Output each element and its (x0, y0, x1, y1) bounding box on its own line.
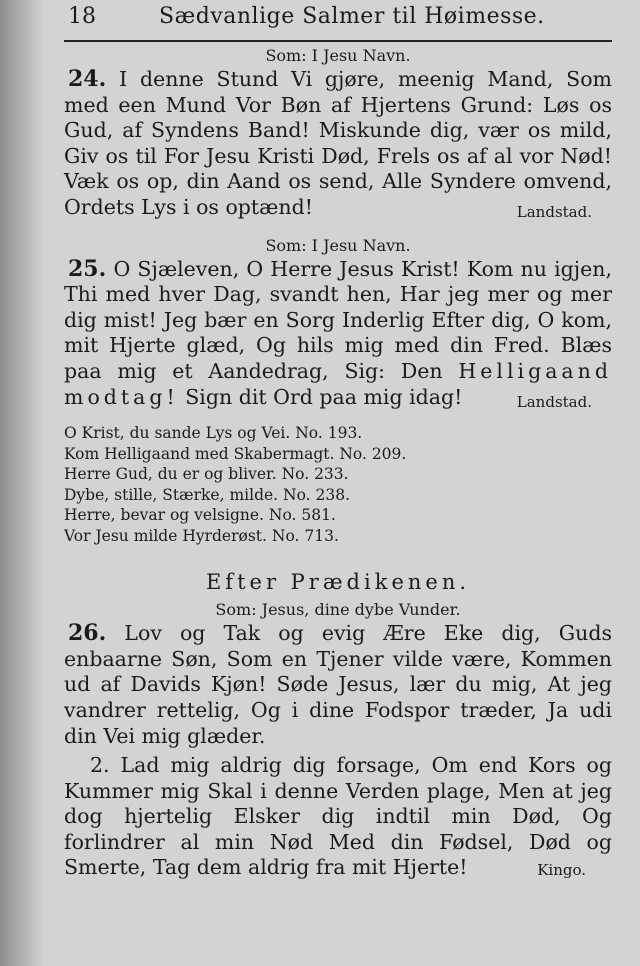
hymn-25-spaced-text: Helligaand modtag! (64, 358, 612, 409)
hymn-25-text: O Sjæleven, O Herre Jesus Krist! Kom nu igjen, Thi med hver Dag, svandt hen, Har jeg mer og mer dig mist! Jeg bær en Sorg Inderlig Efter dig, O kom, mit Hjerte glæd, Og hils mig med din Fred. Blæs paa mig et Aandedrag, Sig: Den (64, 256, 612, 383)
hymn-26-verse-1 (64, 621, 612, 749)
hymn-24-melody: Som: I Jesu Navn. (265, 46, 411, 65)
hymn-25 (64, 257, 612, 411)
hymn-25-number: 25. (68, 255, 107, 282)
reference-item: Herre, bevar og velsigne. No. 581. (64, 506, 336, 525)
hymn-25-text-end: Sign dit Ord paa mig idag! (185, 384, 463, 409)
running-head: Sædvanlige Salmer til Høimesse. (159, 4, 545, 29)
page-number: 18 (68, 4, 96, 29)
hymn-24-text: I denne Stund Vi gjøre, meenig Mand, Som med een Mund Vor Bøn af Hjertens Grund: Løs os Gud, af Syndens Band! Miskunde dig, vær os mild, Giv os til For Jesu Kristi Død, Frels os af al vor Nød! Væk os op, din Aand os send, Alle Syndere omvend, Ordets Lys i os optænd! (64, 67, 612, 219)
hymn-25-melody: Som: I Jesu Navn. (265, 235, 411, 255)
hymn-26-author: Kingo. (537, 861, 586, 880)
hymn-26-verse-2-text: 2. Lad mig aldrig dig forsage, Om end Kors og Kummer mig Skal i denne Verden plage, Men at jeg dog hjertelig Elsker dig indtil min Død, Og forlindrer al min Nød Med din Fødsel, Død og Smerte, Tag dem aldrig fra mit Hjerte! (64, 753, 612, 880)
page-header (64, 0, 612, 42)
hymn-24 (64, 67, 612, 221)
hymn-26-verse-2 (64, 753, 612, 881)
section-title: Efter Prædikenen. (205, 570, 471, 595)
hymn-26-verse-1-text: Lov og Tak og evig Ære Eke dig, Guds enbaarne Søn, Som en Tjener vilde være, Kommen ud af Davids Kjøn! Søde Jesus, lær du mig, At jeg vandrer rettelig, Og i dine Fodspor træder, Ja udi din Vei mig glæder. (64, 621, 612, 748)
reference-item: Herre Gud, du er og bliver. No. 233. (64, 465, 349, 484)
hymn-references (64, 423, 612, 546)
page-gutter-shadow (0, 0, 42, 966)
hymn-26-melody: Som: Jesus, dine dybe Vunder. (215, 600, 461, 620)
reference-item: O Krist, du sande Lys og Vei. No. 193. (64, 424, 363, 443)
hymn-26-number: 26. (68, 620, 107, 647)
reference-item: Vor Jesu milde Hyrderøst. No. 713. (64, 526, 339, 545)
hymn-24-author: Landstad. (516, 202, 592, 221)
reference-item: Dybe, stille, Stærke, milde. No. 238. (64, 485, 351, 504)
reference-item: Kom Helligaand med Skabermagt. No. 209. (64, 444, 407, 463)
hymn-24-number: 24. (68, 66, 107, 92)
hymn-25-author: Landstad. (516, 392, 592, 411)
